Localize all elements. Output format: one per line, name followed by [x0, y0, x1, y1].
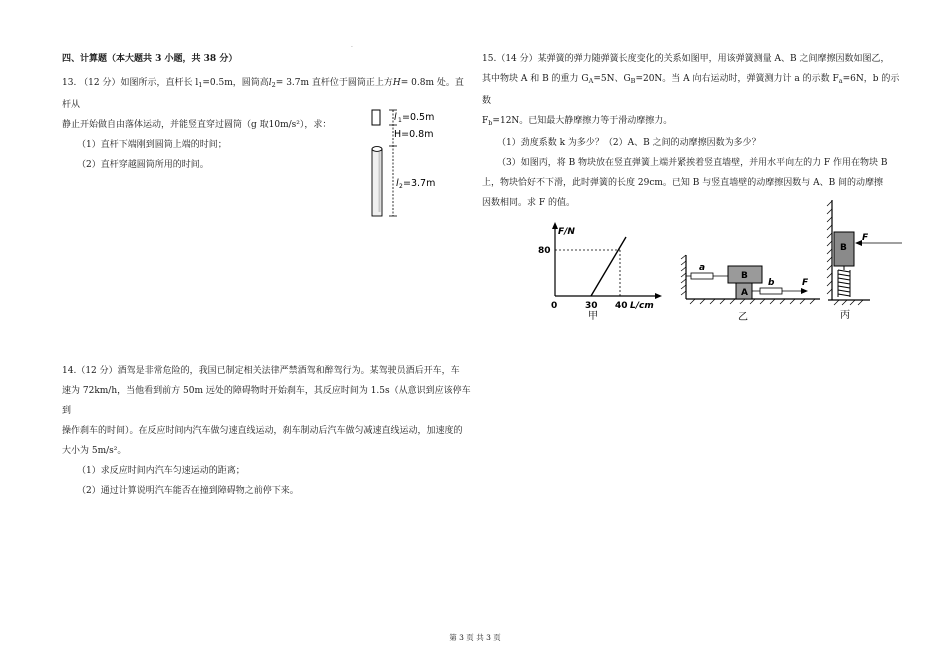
q13-sub2: （2）直杆穿越圆筒所用的时间。 [77, 160, 209, 170]
q15-line3 [482, 111, 902, 133]
q13-text-a: 13. （12 分）如图所示，直杆长 l [62, 78, 199, 88]
rod [372, 110, 380, 125]
x-axis-label: L/cm [630, 301, 654, 311]
x-axis-arrow [655, 293, 662, 299]
q13-line2: 静止开始做自由落体运动，并能竖直穿过圆筒（g 取10m/s²），求： [62, 120, 332, 130]
sub-a: a [838, 77, 843, 85]
q14-line3: 操作刹车的时间）。在反应时间内汽车做匀速直线运动，刹车制动后汽车做匀减速直线运动，加速度的 [62, 426, 463, 436]
q15-sub3-b: 上，物块恰好不下滑，此时弹簧的长度 29cm。已知 B 与竖直墙壁的动摩擦因数与 A、B 间的动摩擦 [482, 178, 884, 188]
q14-line1: 14.（12 分）酒驾是非常危险的，我国已制定相关法律严禁酒驾和醉驾行为。某驾驶员酒后开车，车 [62, 366, 460, 376]
section-heading: 四、计算题（本大题共 3 小题，共 38 分） [62, 54, 238, 64]
q15-figure-yi [680, 245, 825, 321]
l1-subscript: 1 [198, 81, 203, 89]
q15-line1: 15.（14 分）某弹簧的弹力随弹簧长度变化的关系如图甲，用该弹簧测量 A、B 之间摩擦因数如图乙， [482, 54, 890, 64]
q15-line2-a: 其中物块 A 和 B 的重力 G [482, 74, 589, 84]
y-tick-80: 80 [538, 246, 551, 256]
q13-rod-tube-figure [360, 106, 470, 220]
q15-figure-bing [820, 196, 905, 322]
q13-text-b: =0.5m，圆筒高 [202, 78, 269, 88]
q14-sub2: （2）通过计算说明汽车能否在撞到障碍物之前停下来。 [77, 486, 299, 496]
q15-line3-b: =12N。已知最大静摩擦力等于滑动摩擦力。 [492, 116, 673, 126]
spring-scale-a [691, 273, 713, 279]
q15-sub3-a: （3）如图丙，将 B 物块放在竖直弹簧上端并紧挨着竖直墙壁，并用水平向左的力 F 作用在物块 B [497, 158, 888, 168]
x-tick-30: 30 [585, 301, 598, 311]
caption-yi: 乙 [738, 312, 748, 321]
force-arrow-bing [855, 240, 862, 246]
caption-jia: 甲 [588, 311, 598, 320]
label-F-bing: F [862, 233, 869, 243]
q14-sub1: （1）求反应时间内汽车匀速运动的距离； [77, 466, 245, 476]
l1-value: =0.5m [402, 112, 435, 123]
H-symbol: H [392, 78, 401, 88]
q15-sub3-c: 因数相同。求 F 的值。 [482, 198, 575, 208]
page-footer: 第 3 页 共 3 页 [449, 633, 501, 642]
wall-right-hatch [827, 201, 832, 294]
label-a: a [699, 263, 706, 273]
q15-line2-b: =5N、G [593, 74, 631, 84]
H-value: H=0.8m [394, 129, 434, 140]
q15-sub1: （1）劲度系数 k 为多少？（2）A、B 之间的动摩擦因数为多少？ [497, 138, 761, 148]
q14-line2: 速为 72km/h，当他看到前方 50m 远处的障碍物时开始刹车，其反应时间为 1.5s（从意识到应该停车到 [62, 386, 471, 416]
caption-bing: 丙 [840, 310, 850, 321]
sub-A: A [588, 77, 594, 85]
q15-line2-c: =20N。当 A 向右运动时，弹簧测力计 a 的示数 F [635, 74, 839, 84]
stray-dot: · [351, 44, 353, 51]
sub-b: b [488, 119, 493, 127]
right-column [482, 49, 902, 213]
label-F: F [802, 278, 809, 288]
q15-line2-d: =6N，b 的示数 [482, 74, 900, 106]
label-B-bing: B [840, 243, 847, 253]
q13-text-d: = 0.8m 处。直杆从 [62, 78, 464, 110]
l2-value: =3.7m [403, 178, 436, 189]
label-B: B [741, 271, 748, 281]
l2-sub: 2 [399, 183, 403, 190]
q14-line4: 大小为 5m/s²。 [62, 446, 127, 456]
ground-hatch [690, 299, 815, 304]
wall-hatch [681, 255, 686, 295]
l2-symbol: l [268, 78, 272, 88]
ground-bing-hatch [834, 300, 863, 305]
l1-label: l [394, 112, 397, 123]
origin-label: 0 [551, 301, 558, 311]
vertical-spring [838, 266, 850, 297]
q15-line2 [482, 69, 902, 111]
sub-B: B [630, 77, 636, 85]
force-arrow-F [801, 288, 808, 294]
q15-line3-a: F [482, 116, 489, 126]
spring-scale-b [760, 288, 782, 294]
q15-figure-jia [530, 220, 670, 320]
label-b: b [768, 278, 775, 288]
q13-sub1: （1）直杆下端刚到圆筒上端的时间； [77, 140, 227, 150]
l2-label: l [396, 178, 399, 189]
label-A: A [741, 288, 748, 298]
q13-text-c: = 3.7m 直杆位于圆筒正上方 [275, 78, 393, 88]
tube [372, 147, 382, 216]
x-tick-40: 40 [615, 301, 628, 311]
l2-subscript: 2 [271, 81, 276, 89]
l1-sub: 1 [398, 117, 402, 124]
force-length-line [591, 237, 626, 296]
y-axis-label: F/N [558, 227, 575, 237]
